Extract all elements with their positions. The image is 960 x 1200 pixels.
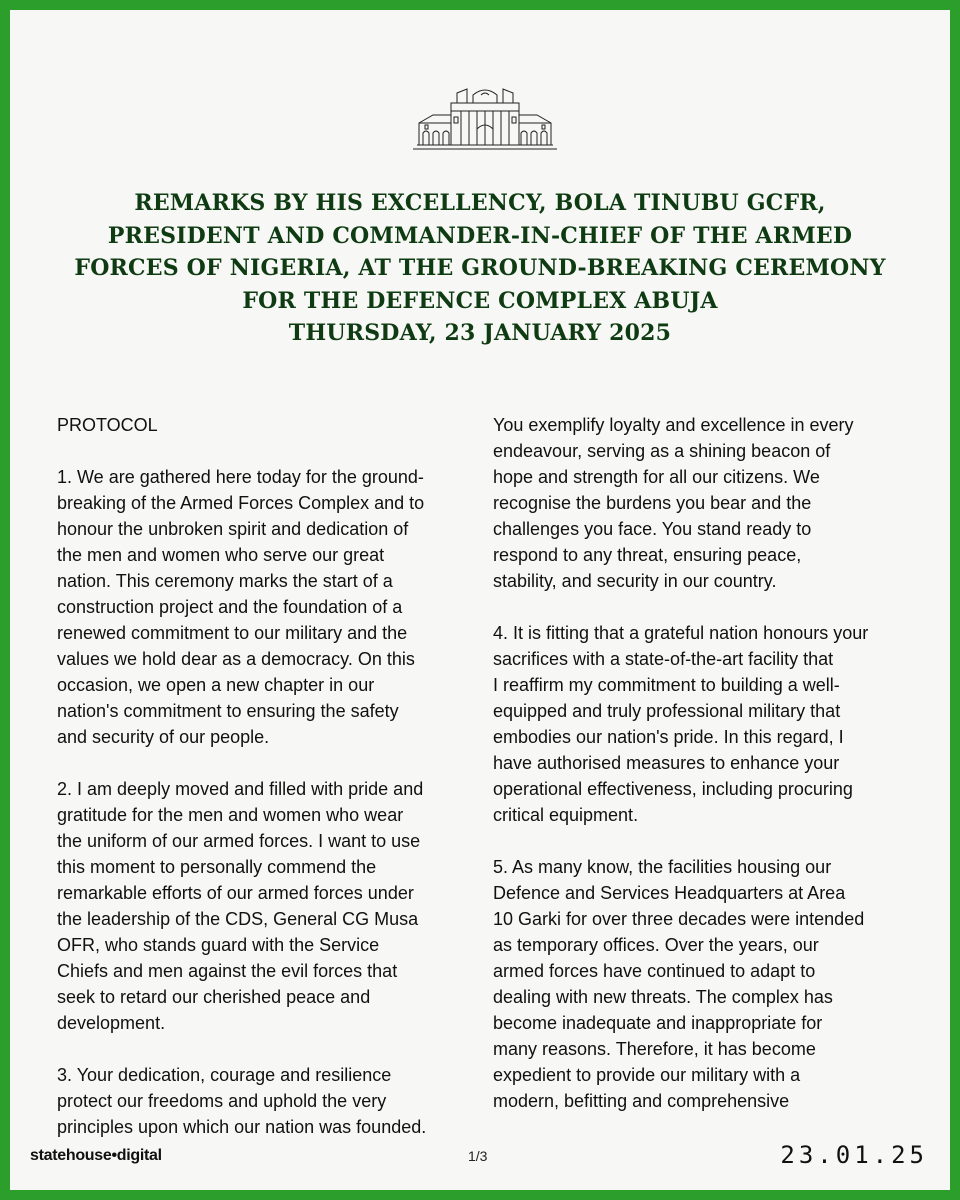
title-line: REMARKS BY HIS EXCELLENCY, BOLA TINUBU GCFR, — [134, 190, 826, 216]
text-line: 10 Garki for over three decades were intended — [493, 909, 865, 929]
text-line: expedient to provide our military with a — [493, 1065, 801, 1085]
text-line: equipped and truly professional military that — [493, 701, 841, 721]
text-line: renewed commitment to our military and the — [57, 623, 408, 643]
right-text-column — [493, 412, 923, 1114]
text-line: seek to retard our cherished peace and — [57, 987, 371, 1007]
text-line: development. — [57, 1013, 166, 1033]
page-number: 1/3 — [468, 1148, 488, 1164]
text-line: many reasons. Therefore, it has become — [493, 1039, 816, 1059]
state-house-building-icon — [411, 83, 559, 153]
text-line: stability, and security in our country. — [493, 571, 777, 591]
title-line: FORCES OF NIGERIA, AT THE GROUND-BREAKING CEREMONY — [74, 255, 886, 281]
text-line: I reaffirm my commitment to building a well- — [493, 675, 840, 695]
text-line: protect our freedoms and uphold the very — [57, 1091, 387, 1111]
paragraph-gap — [493, 594, 923, 620]
text-line: recognise the burdens you bear and the — [493, 493, 812, 513]
text-line: critical equipment. — [493, 805, 639, 825]
text-line: You exemplify loyalty and excellence in every — [493, 415, 854, 435]
document-title — [50, 187, 910, 350]
text-line: 1. We are gathered here today for the ground- — [57, 467, 424, 487]
text-line: hope and strength for all our citizens. We — [493, 467, 820, 487]
text-line: 4. It is fitting that a grateful nation honours your — [493, 623, 869, 643]
text-line: nation. This ceremony marks the start of a — [57, 571, 393, 591]
page-frame — [10, 10, 950, 1190]
text-line: this moment to personally commend the — [57, 857, 377, 877]
text-line: 2. I am deeply moved and filled with pride and — [57, 779, 424, 799]
paragraph-gap — [57, 750, 477, 776]
text-line: gratitude for the men and women who wear — [57, 805, 404, 825]
text-line: respond to any threat, ensuring peace, — [493, 545, 802, 565]
text-line: and security of our people. — [57, 727, 270, 747]
text-line: 3. Your dedication, courage and resilience — [57, 1065, 392, 1085]
text-line: the uniform of our armed forces. I want to use — [57, 831, 421, 851]
paragraph-gap — [57, 438, 477, 464]
text-line: sacrifices with a state-of-the-art facility that — [493, 649, 834, 669]
text-line: Defence and Services Headquarters at Area — [493, 883, 846, 903]
text-line: construction project and the foundation of a — [57, 597, 403, 617]
text-line: endeavour, serving as a shining beacon of — [493, 441, 831, 461]
title-date-line: THURSDAY, 23 JANUARY 2025 — [288, 320, 672, 346]
text-line: operational effectiveness, including procuring — [493, 779, 853, 799]
text-line: nation's commitment to ensuring the safety — [57, 701, 399, 721]
text-line: Chiefs and men against the evil forces that — [57, 961, 398, 981]
footer-date: 23.01.25 — [780, 1141, 928, 1169]
paragraph-gap — [493, 828, 923, 854]
title-line: FOR THE DEFENCE COMPLEX ABUJA — [242, 287, 718, 314]
paragraph-gap — [57, 1036, 477, 1062]
text-line: embodies our nation's pride. In this regard, I — [493, 727, 844, 747]
text-line: honour the unbroken spirit and dedication of — [57, 519, 409, 539]
text-line: the leadership of the CDS, General CG Musa — [57, 909, 419, 929]
text-line: values we hold dear as a democracy. On this — [57, 649, 415, 669]
left-text-column — [57, 412, 477, 1140]
title-line: PRESIDENT AND COMMANDER-IN-CHIEF OF THE ARMED — [107, 222, 853, 249]
text-line: armed forces have continued to adapt to — [493, 961, 816, 981]
text-line: become inadequate and inappropriate for — [493, 1013, 823, 1033]
text-line: 5. As many know, the facilities housing our — [493, 857, 832, 877]
text-line: as temporary offices. Over the years, our — [493, 935, 819, 955]
text-line: breaking of the Armed Forces Complex and to — [57, 493, 425, 513]
brand-logo-text: statehouse•digital — [30, 1147, 162, 1164]
text-line: PROTOCOL — [57, 415, 158, 435]
text-line: modern, befitting and comprehensive — [493, 1091, 790, 1111]
text-line: principles upon which our nation was founded. — [57, 1117, 427, 1137]
text-line: dealing with new threats. The complex has — [493, 987, 833, 1007]
text-line: OFR, who stands guard with the Service — [57, 935, 380, 955]
text-line: have authorised measures to enhance your — [493, 753, 840, 773]
text-line: the men and women who serve our great — [57, 545, 385, 565]
text-line: challenges you face. You stand ready to — [493, 519, 812, 539]
text-line: occasion, we open a new chapter in our — [57, 675, 375, 695]
text-line: remarkable efforts of our armed forces under — [57, 883, 414, 903]
